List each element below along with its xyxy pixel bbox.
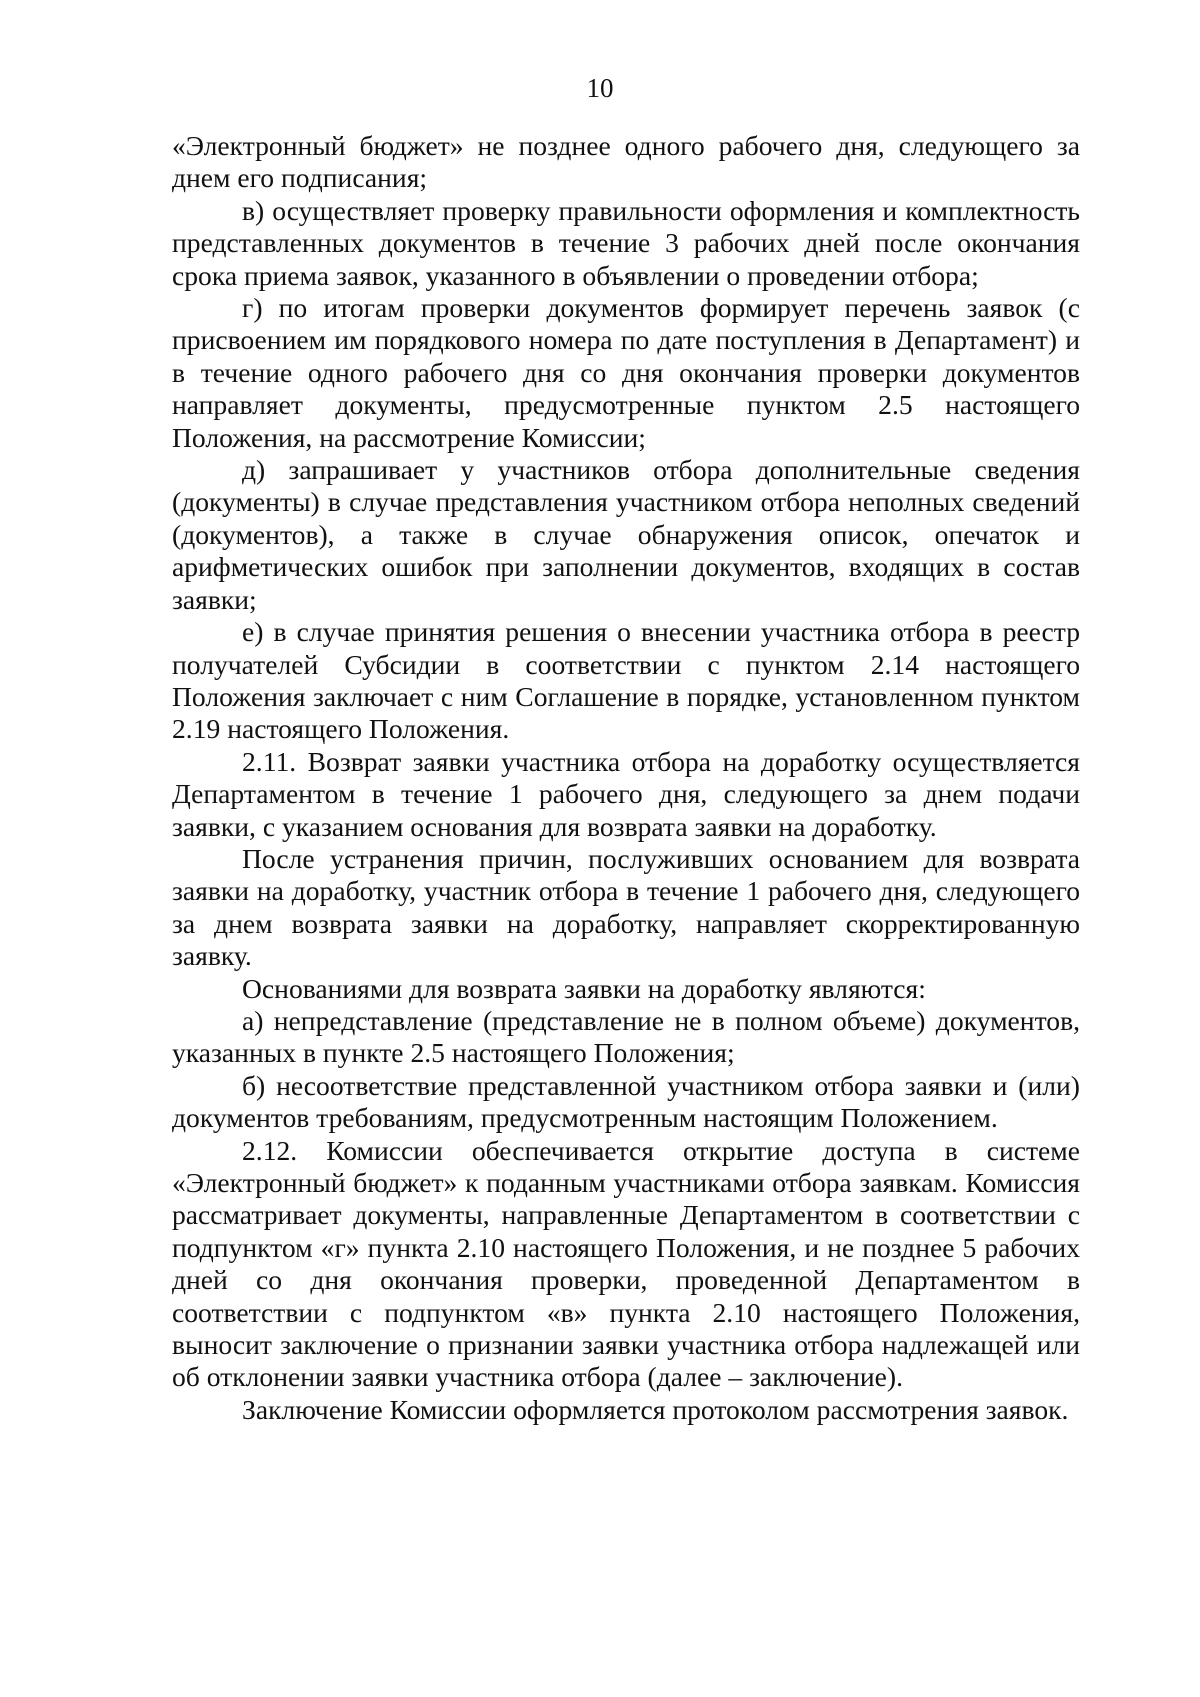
- paragraph-item-g: г) по итогам проверки документов формирует перечень заявок (с присвоением им порядкового номера по дате поступления в Департамент) и в течение одного рабочего дня со дня окончания проверки документов направляет документы, предусмотренные пунктом 2.5 настоящего Положения, на рассмотрение Комиссии;: [172, 292, 1080, 453]
- paragraph-return-grounds: Основаниями для возврата заявки на доработку являются:: [242, 972, 926, 1004]
- page-number: 10: [586, 73, 614, 103]
- paragraph-electronic-budget-continuation: «Электронный бюджет» не позднее одного рабочего дня, следующего за днем его подписания;: [172, 130, 1080, 194]
- document-body: [172, 130, 1080, 1426]
- paragraph-ground-a: а) непредставление (представление не в полном объеме) документов, указанных в пункте 2.5 настоящего Положения;: [172, 1004, 1080, 1069]
- paragraph-after-correction: После устранения причин, послуживших основанием для возврата заявки на доработку, участник отбора в течение 1 рабочего дня, следующего за днем возврата заявки на доработку, направляет скорректированную заявку.: [172, 842, 1080, 972]
- paragraph-item-e: е) в случае принятия решения о внесении участника отбора в реестр получателей Субсидии в соответствии с пунктом 2.14 настоящего Положения заключает с ним Соглашение в порядке, установленном пунктом 2.19 настоящего Положения.: [172, 616, 1080, 745]
- paragraph-2-11: 2.11. Возврат заявки участника отбора на доработку осуществляется Департаментом в течение 1 рабочего дня, следующего за днем подачи заявки, с указанием основания для возврата заявки на доработку.: [172, 745, 1080, 842]
- paragraph-2-12: 2.12. Комиссии обеспечивается открытие доступа в системе «Электронный бюджет» к поданным участниками отбора заявкам. Комиссия рассматривает документы, направленные Департаментом в соответствии с подпунктом «г» пункта 2.10 настоящего Положения, и не позднее 5 рабочих дней со дня окончания проверки, проведенной Департаментом в соответствии с подпунктом «в» пункта 2.10 настоящего Положения, выносит заключение о признании заявки участника отбора надлежащей или об отклонении заявки участника отбора (далее – заключение).: [172, 1134, 1080, 1393]
- paragraph-commission-conclusion: Заключение Комиссии оформляется протоколом рассмотрения заявок.: [242, 1393, 1069, 1425]
- paragraph-item-d: д) запрашивает у участников отбора дополнительные сведения (документы) в случае представления участником отбора неполных сведений (документов), а также в случае обнаружения описок, опечаток и арифметических ошибок при заполнении документов, входящих в состав заявки;: [172, 454, 1080, 615]
- paragraph-item-v: в) осуществляет проверку правильности оформления и комплектность представленных документов в течение 3 рабочих дней после окончания срока приема заявок, указанного в объявлении о проведении отбора;: [172, 194, 1080, 291]
- paragraph-ground-b: б) несоответствие представленной участником отбора заявки и (или) документов требованиям, предусмотренным настоящим Положением.: [172, 1069, 1080, 1134]
